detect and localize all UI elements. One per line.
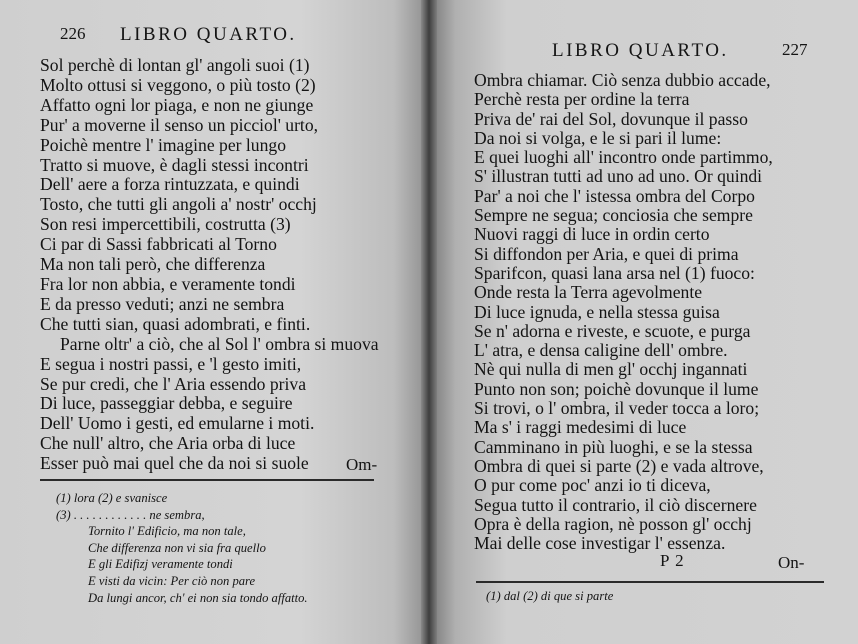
right-running-head: LIBRO QUARTO. xyxy=(552,40,729,61)
verse-line: Molto ottusi si veggono, o più tosto (2) xyxy=(40,74,316,95)
verse-line: Priva de' rai del Sol, dovunque il passo xyxy=(474,108,748,129)
verse-line: Opra è della ragion, nè posson gl' occhj xyxy=(474,513,752,534)
right-verse-block xyxy=(474,71,773,553)
left-footnotes xyxy=(56,490,308,606)
verse-line: Ma s' i raggi medesimi di luce xyxy=(474,417,687,438)
verse-line: Ci par di Sassi fabbricati al Torno xyxy=(40,234,277,255)
verse-line: Parne oltr' a ciò, che al Sol l' ombra si muova xyxy=(60,333,379,354)
footnote-line: Che differenza non vi sia fra quello xyxy=(88,540,266,555)
verse-line: Ombra chiamar. Ciò senza dubbio accade, xyxy=(474,70,771,90)
verse-line: Ombra di quei si parte (2) e vada altrove, xyxy=(474,455,764,476)
left-footnote-rule xyxy=(40,479,374,481)
footnote-line: (1) dal (2) di que si parte xyxy=(486,589,614,603)
verse-line: Che null' altro, che Aria orba di luce xyxy=(40,433,296,454)
verse-line: Se n' adorna e riveste, e scuote, e purga xyxy=(474,320,751,341)
book-gutter xyxy=(421,0,437,644)
verse-line: Dell' aere a forza rintuzzata, e quindi xyxy=(40,174,300,195)
footnote-line: E gli Edifizj veramente tondi xyxy=(88,557,233,572)
verse-line: E quei luoghi all' incontro onde partimmo, xyxy=(474,147,773,168)
verse-line: O pur come poc' anzi io ti diceva, xyxy=(474,475,711,496)
left-page-number: 226 xyxy=(60,24,86,43)
verse-line: Che tutti sian, quasi adombrati, e finti. xyxy=(40,313,311,334)
verse-line: Ma non tali però, che differenza xyxy=(40,254,266,275)
verse-line: E segua i nostri passi, e 'l gesto imiti, xyxy=(40,353,302,374)
verse-line: Di luce ignuda, e nella stessa guisa xyxy=(474,301,720,322)
footnote-line: E visti da vicin: Per ciò non pare xyxy=(88,573,256,588)
verse-line: Esser può mai quel che da noi si suole xyxy=(40,453,309,474)
verse-line: Dell' Uomo i gesti, ed emularne i moti. xyxy=(40,413,315,434)
verse-line: Sparifcon, quasi lana arsa nel (1) fuoco: xyxy=(474,262,755,283)
left-verse-block xyxy=(40,56,379,474)
verse-line: Nuovi raggi di luce in ordin certo xyxy=(474,224,710,245)
verse-line: Di luce, passeggiar debba, e seguire xyxy=(40,393,293,414)
verse-line: Par' a noi che l' istessa ombra del Corpo xyxy=(474,185,755,206)
right-page xyxy=(430,0,858,644)
right-page-number: 227 xyxy=(782,40,808,59)
verse-line: S' illustran tutti ad uno ad uno. Or quindi xyxy=(474,166,763,187)
right-footnotes xyxy=(486,588,613,605)
footnote-line: (3) . . . . . . . . . . . . ne sembra, xyxy=(56,507,205,522)
verse-line: Tosto, che tutti gli angoli a' nostr' occhj xyxy=(40,194,317,215)
verse-line: Sempre ne segua; conciosia che sempre xyxy=(474,205,753,226)
verse-line: Si diffondon per Aria, e quei di prima xyxy=(474,243,739,264)
verse-line: E da presso veduti; anzi ne sembra xyxy=(40,293,285,314)
right-footnote-rule xyxy=(476,581,824,583)
verse-line: Punto non son; poichè dovunque il lume xyxy=(474,378,759,399)
verse-line: Nè qui nulla di men gl' occhj ingannati xyxy=(474,359,748,380)
verse-line: Segua tutto il contrario, il ciò discernere xyxy=(474,494,757,515)
left-running-head: LIBRO QUARTO. xyxy=(120,24,297,45)
right-catchword: On- xyxy=(778,553,805,572)
verse-line: Mai delle cose investigar l' essenza. xyxy=(474,533,726,554)
verse-line: Fra lor non abbia, e veramente tondi xyxy=(40,273,296,294)
signature-mark: P 2 xyxy=(660,551,685,570)
verse-line: Camminano in più luoghi, e se la stessa xyxy=(474,436,753,457)
footnote-line: (1) lora (2) e svanisce xyxy=(56,491,168,505)
verse-line: Tratto si muove, è dagli stessi incontri xyxy=(40,154,309,175)
verse-line: Se pur credi, che l' Aria essendo priva xyxy=(40,373,307,394)
left-catchword: Om- xyxy=(346,455,378,474)
verse-line: Poichè mentre l' imagine per lungo xyxy=(40,134,286,155)
verse-line: Onde resta la Terra agevolmente xyxy=(474,282,703,303)
verse-line: Affatto ogni lor piaga, e non ne giunge xyxy=(40,94,314,115)
left-page xyxy=(0,0,428,644)
verse-line: L' atra, e densa caligine dell' ombre. xyxy=(474,340,728,361)
verse-line: Perchè resta per ordine la terra xyxy=(474,89,690,110)
verse-line: Si trovi, o l' ombra, il veder tocca a loro; xyxy=(474,398,760,419)
verse-line: Da noi si volga, e le si pari il lume: xyxy=(474,127,722,148)
verse-line: Pur' a moverne il senso un picciol' urto, xyxy=(40,114,319,135)
footnote-line: Tornito l' Edificio, ma non tale, xyxy=(88,524,246,539)
footnote-line: Da lungi ancor, ch' ei non sia tondo affatto. xyxy=(88,590,308,605)
verse-line: Sol perchè di lontan gl' angoli suoi (1) xyxy=(40,55,310,75)
verse-line: Son resi impercettibili, costrutta (3) xyxy=(40,214,291,235)
